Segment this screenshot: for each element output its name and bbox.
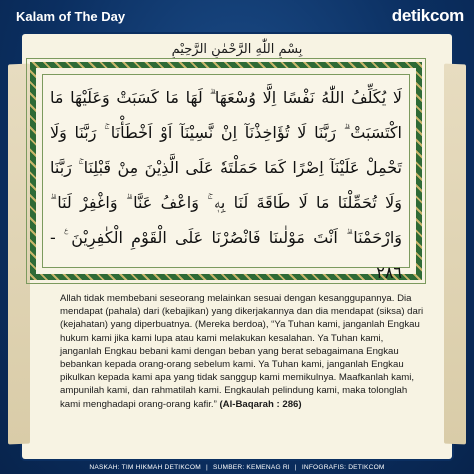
verse-reference: (Al-Baqarah : 286) <box>219 398 302 410</box>
footer-credits <box>0 462 474 474</box>
footer-credit: NASKAH: TIM HIKMAH DETIKCOM <box>89 464 201 471</box>
detikcom-logo <box>391 5 464 27</box>
translation-text: Allah tidak membebani seseorang melainkan sesuai dengan kesanggupannya. Dia mendapat (pahala) dari (kebajikan) yang dikerjakannya dan dia mendapat (siksa) dari (kejahatan) yang diperbuatnya. (Mereka berdoa), “Ya Tuhan kami, janganlah Engkau hukum kami jika kami lupa atau kami melakukan kesalahan. Ya Tuhan kami, janganlah Engkau bebani kami dengan beban yang berat sebagaimana Engkau bebankan kepada orang-orang sebelum kami. Ya Tuhan kami, janganlah Engkau pikulkan kepada kami apa yang tidak sanggup kami memikulnya. Maafkanlah kami, ampunilah kami, dan rahmatilah kami. Engkaulah pelindung kami, maka tolonglah kami menghadapi orang-orang kafir.” <box>60 293 424 410</box>
translation-block <box>60 292 424 411</box>
logo-text: detikcom <box>391 6 464 25</box>
footer-infographic: INFOGRAFIS: DETIKCOM <box>301 464 385 471</box>
footer-separator: | <box>294 464 297 471</box>
arabic-verse: لَا يُكَلِّفُ اللّٰهُ نَفْسًا اِلَّا وُسْعَهَا ۗ لَهَا مَا كَسَبَتْ وَعَلَيْهَا مَا اكْتَسَبَتْ ۗ رَبَّنَا لَا تُؤَاخِذْنَآ اِنْ نَّسِيْنَآ اَوْ اَخْطَأْنَا ۚ رَبَّنَا وَلَا تَحْمِلْ عَلَيْنَآ اِصْرًا كَمَا حَمَلْتَهٗ عَلَى الَّذِيْنَ مِنْ قَبْلِنَا ۚ رَبَّنَا وَلَا تُحَمِّلْنَا مَا لَا طَاقَةَ لَنَا بِهٖ ۚ وَاعْفُ عَنَّا ۗ وَاغْفِرْ لَنَا ۗ وَارْحَمْنَا ۗ اَنْتَ مَوْلٰىنَا فَانْصُرْنَا عَلَى الْقَوْمِ الْكٰفِرِيْنَ ࣖ - ٢٨٦ <box>50 88 402 282</box>
footer-source: SUMBER: KEMENAG RI <box>212 464 290 471</box>
basmala-text: بِسْمِ اللّٰهِ الرَّحْمٰنِ الرَّحِيْمِ <box>171 42 303 57</box>
header-bar <box>0 0 474 34</box>
header-title: Kalam of The Day <box>16 9 126 24</box>
footer-separator: | <box>205 464 208 471</box>
